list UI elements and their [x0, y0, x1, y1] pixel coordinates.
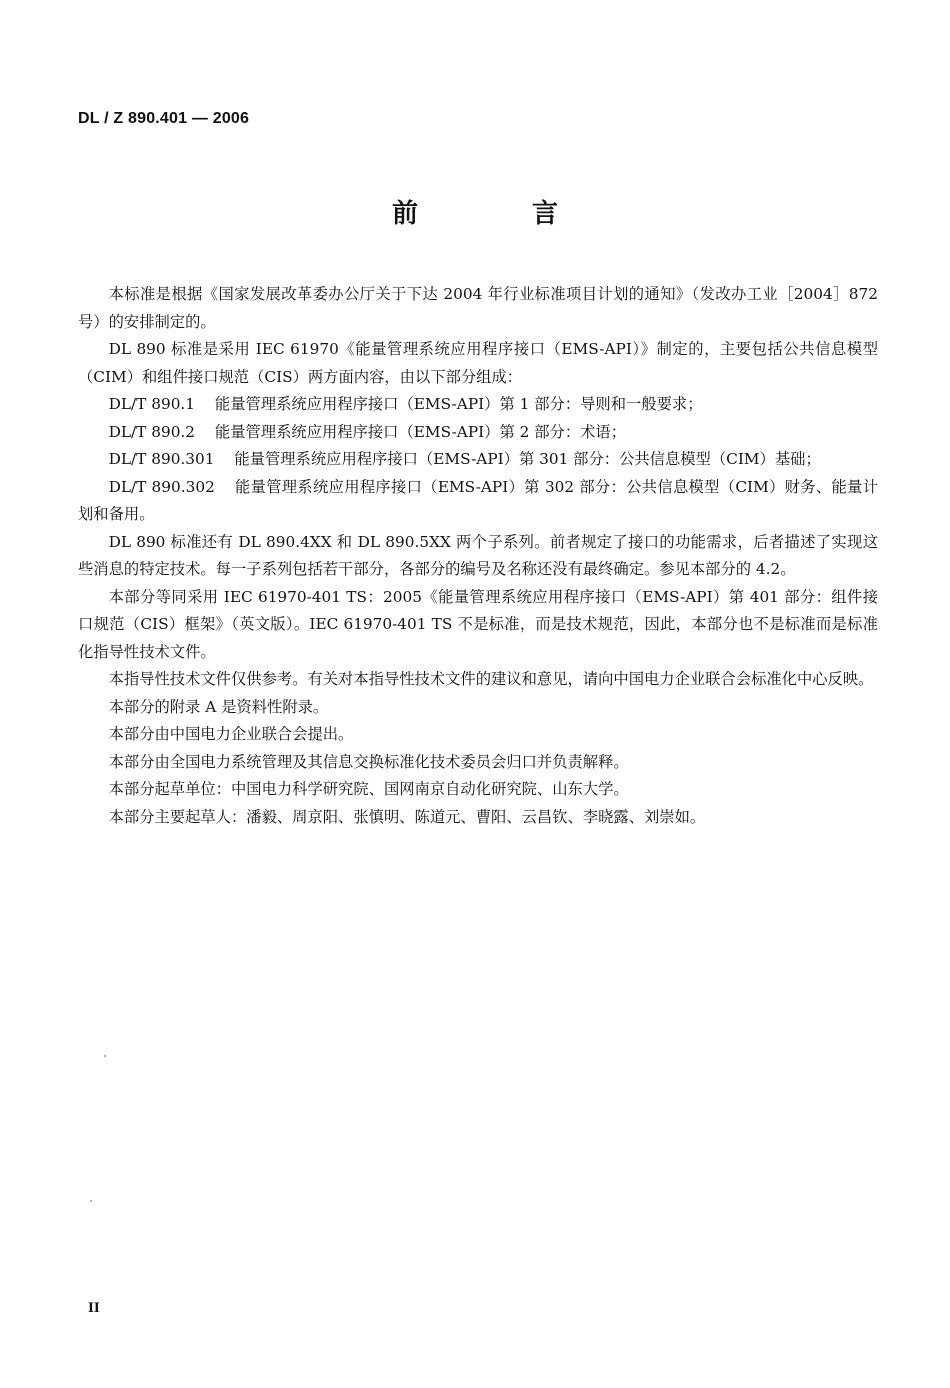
list-item	[78, 419, 878, 447]
paragraph-composition: DL 890 标准是采用 IEC 61970《能量管理系统应用程序接口（EMS-API）》制定的，主要包括公共信息模型（CIM）和组件接口规范（CIS）两方面内容，由以下部分组成：	[78, 340, 878, 386]
paragraph-drafting-units: 本部分起草单位：中国电力科学研究院、国网南京自动化研究院、山东大学。	[108, 780, 629, 798]
foreword-body	[78, 281, 878, 831]
part-title: 能量管理系统应用程序接口（EMS-API）第 2 部分：术语；	[214, 422, 627, 441]
paragraph-drafters: 本部分主要起草人：潘毅、周京阳、张慎明、陈道元、曹阳、云昌钦、李晓露、刘崇如。	[108, 807, 706, 826]
scan-speck	[104, 1055, 106, 1057]
part-title: 能量管理系统应用程序接口（EMS-API）第 301 部分：公共信息模型（CIM）基础；	[234, 450, 821, 468]
list-item	[78, 391, 878, 419]
part-code: DL/T 890.302	[108, 477, 215, 496]
part-code: DL/T 890.2	[108, 422, 196, 441]
part-code: DL/T 890.1	[108, 395, 196, 413]
paragraph-responsible: 本部分由全国电力系统管理及其信息交换标准化技术委员会归口并负责解释。	[108, 752, 629, 771]
paragraph-basis: 本标准是根据《国家发展改革委办公厅关于下达 2004 年行业标准项目计划的通知》（发改办工业［2004］872 号）的安排制定的。	[78, 285, 878, 331]
paragraph-annex: 本部分的附录 A 是资料性附录。	[108, 697, 329, 716]
list-item	[78, 474, 878, 529]
part-title: 能量管理系统应用程序接口（EMS-API）第 1 部分：导则和一般要求；	[214, 395, 703, 413]
scan-speck	[90, 1200, 92, 1202]
page-title: 前 言	[391, 199, 602, 229]
part-title: 能量管理系统应用程序接口（EMS-API）第 302 部分：公共信息模型（CIM）财务、能量计划和备用。	[78, 477, 878, 523]
list-item	[78, 446, 878, 474]
paragraph-adoption: 本部分等同采用 IEC 61970-401 TS：2005《能量管理系统应用程序接口（EMS-API）第 401 部分：组件接口规范（CIS）框架》（英文版）。IEC 61970-401 TS 不是标准，而是技术规范，因此，本部分也不是标准而是标准化指导性技术文件。	[78, 587, 878, 661]
page-number: II	[88, 1300, 100, 1316]
document-code: DL / Z 890.401 — 2006	[78, 110, 250, 127]
paragraph-proposer: 本部分由中国电力企业联合会提出。	[108, 725, 354, 743]
paragraph-subseries: DL 890 标准还有 DL 890.4XX 和 DL 890.5XX 两个子系列。前者规定了接口的功能需求，后者描述了实现这些消息的特定技术。每一子系列包括若干部分，各部分的编号及名称还没有最终确定。参见本部分的 4.2。	[78, 532, 878, 578]
paragraph-reference: 本指导性技术文件仅供参考。有关对本指导性技术文件的建议和意见，请向中国电力企业联合会标准化中心反映。	[108, 670, 874, 688]
part-code: DL/T 890.301	[108, 450, 215, 468]
